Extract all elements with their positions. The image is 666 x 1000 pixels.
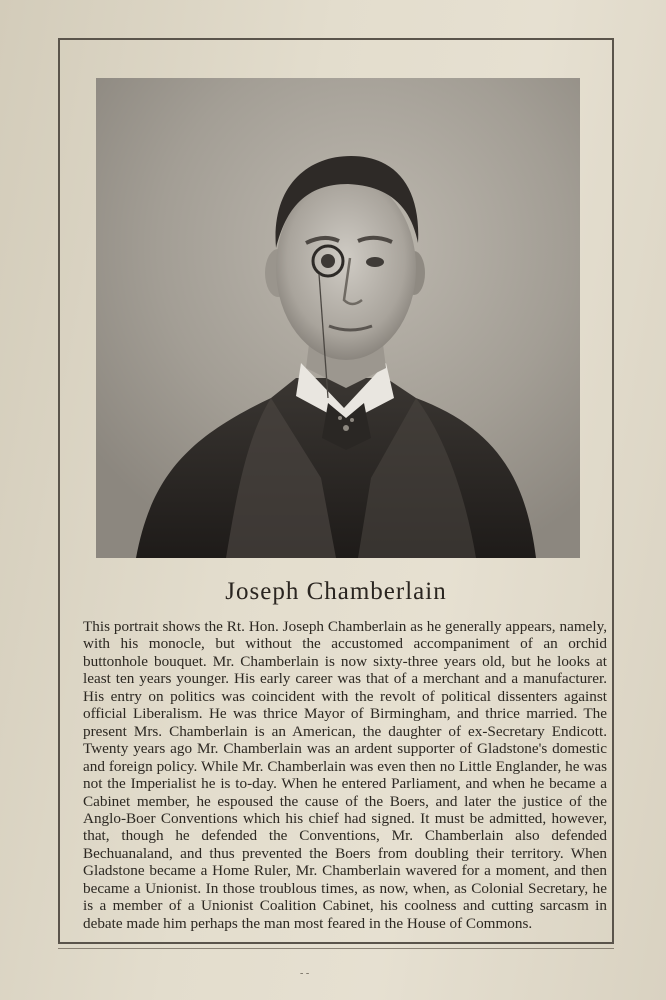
page-title: Joseph Chamberlain xyxy=(225,578,447,605)
portrait-illustration xyxy=(96,78,580,558)
article-paragraph: This portrait shows the Rt. Hon. Joseph Chamberlain as he generally appears, namely, with his monocle, but without the accustomed accompaniment of an orchid buttonhole bouquet. Mr. Chamberlain is now sixty-three years old, but he looks at least ten years younger. His early career was that of a merchant and a manufacturer. His entry on politics was coincident with the revolt of political dissenters against official Liberalism. He was thrice Mayor of Birmingham, and thrice married. The present Mrs. Chamberlain is an American, the daughter of ex-Secretary Endicott. Twenty years ago Mr. Chamberlain was an ardent supporter of Gladstone's domestic and foreign policy. While Mr. Chamberlain was even then no Little Englander, he was not the Imperialist he is to-day. When he entered Parliament, and when he became a Cabinet member, he espoused the cause of the Boers, and later the justice of the Anglo-Boer Conventions which his chief had signed. It must be admitted, however, that, though he defended the Conventions, Mr. Chamberlain also defended Bechuanaland, and thus prevented the Boers from doubling their territory. When Gladstone became a Home Ruler, Mr. Chamberlain wavered for a moment, and then became a Unionist. In those troublous times, as now, when, as Colonial Secretary, he is a member of a Unionist Coalition Cabinet, his coolness and cutting sarcasm in debate made him perhaps the man most feared in the House of Commons. xyxy=(83,618,607,932)
portrait-photo xyxy=(96,78,580,558)
footer-mark: - - xyxy=(300,968,310,979)
bottom-rule xyxy=(58,948,614,949)
